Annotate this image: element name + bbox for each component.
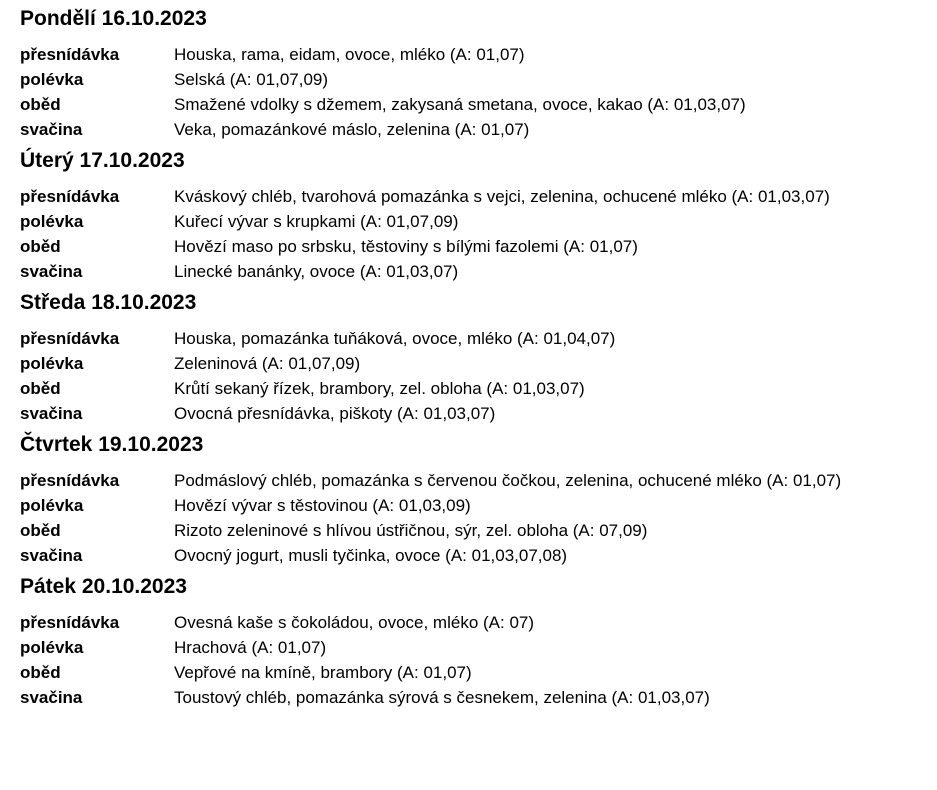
- meal-text: Hrachová (A: 01,07): [174, 638, 327, 657]
- meal-row-snack-afternoon: [20, 117, 920, 142]
- meal-row-snack-morning: [20, 468, 920, 493]
- meal-name: svačina: [20, 262, 83, 281]
- meal-row-soup: [20, 493, 920, 518]
- meal-row-snack-afternoon: [20, 543, 920, 568]
- meal-name: polévka: [20, 212, 84, 231]
- meal-text: Vepřové na kmíně, brambory (A: 01,07): [174, 663, 472, 682]
- meal-text: Ovesná kaše s čokoládou, ovoce, mléko (A: 07): [174, 613, 535, 632]
- meal-name: polévka: [20, 496, 84, 515]
- meal-row-lunch: [20, 234, 920, 259]
- meal-row-soup: [20, 351, 920, 376]
- meal-row-snack-morning: [20, 42, 920, 67]
- day-title: Pondělí 16.10.2023: [20, 7, 207, 30]
- meal-row-snack-afternoon: [20, 401, 920, 426]
- meal-name: svačina: [20, 120, 83, 139]
- meal-text: Krůtí sekaný řízek, brambory, zel. obloha (A: 01,03,07): [174, 379, 585, 398]
- day-title: Pátek 20.10.2023: [20, 575, 187, 598]
- meal-row-lunch: [20, 92, 920, 117]
- meal-name: oběd: [20, 237, 61, 256]
- meal-text: Linecké banánky, ovoce (A: 01,03,07): [174, 262, 459, 281]
- meal-text: Rizoto zeleninové s hlívou ústřičnou, sýr, zel. obloha (A: 07,09): [174, 521, 648, 540]
- meal-text: Hovězí maso po srbsku, těstoviny s bílými fazolemi (A: 01,07): [174, 237, 638, 256]
- day-title: Úterý 17.10.2023: [20, 149, 185, 172]
- meal-name: polévka: [20, 638, 84, 657]
- meal-text: Houska, pomazánka tuňáková, ovoce, mléko (A: 01,04,07): [174, 329, 616, 348]
- day-title: Středa 18.10.2023: [20, 291, 197, 314]
- meal-text: Ovocná přesnídávka, piškoty (A: 01,03,07): [174, 404, 496, 423]
- meal-text: Zeleninová (A: 01,07,09): [174, 354, 361, 373]
- day-monday: [20, 6, 920, 142]
- meal-row-lunch: [20, 660, 920, 685]
- meal-row-snack-afternoon: [20, 685, 920, 710]
- meal-row-snack-morning: [20, 326, 920, 351]
- meal-text: Podmáslový chléb, pomazánka s červenou čočkou, zelenina, ochucené mléko (A: 01,07): [174, 471, 842, 490]
- meal-text: Houska, rama, eidam, ovoce, mléko (A: 01,07): [174, 45, 525, 64]
- meal-name: oběd: [20, 663, 61, 682]
- meal-text: Selská (A: 01,07,09): [174, 70, 329, 89]
- meal-name: polévka: [20, 70, 84, 89]
- meal-name: svačina: [20, 546, 83, 565]
- meal-name: oběd: [20, 521, 61, 540]
- meal-row-soup: [20, 67, 920, 92]
- meal-name: přesnídávka: [20, 45, 120, 64]
- meal-name: přesnídávka: [20, 329, 120, 348]
- meal-text: Ovocný jogurt, musli tyčinka, ovoce (A: 01,03,07,08): [174, 546, 568, 565]
- meal-name: polévka: [20, 354, 84, 373]
- meal-name: oběd: [20, 379, 61, 398]
- meal-row-soup: [20, 209, 920, 234]
- day-friday: [20, 574, 920, 710]
- meal-text: Toustový chléb, pomazánka sýrová s česnekem, zelenina (A: 01,03,07): [174, 688, 710, 707]
- meal-row-lunch: [20, 518, 920, 543]
- meal-row-snack-morning: [20, 610, 920, 635]
- meal-name: přesnídávka: [20, 187, 120, 206]
- meal-text: Kváskový chléb, tvarohová pomazánka s vejci, zelenina, ochucené mléko (A: 01,03,07): [174, 187, 830, 206]
- meal-text: Hovězí vývar s těstovinou (A: 01,03,09): [174, 496, 471, 515]
- meal-row-snack-morning: [20, 184, 920, 209]
- meal-text: Smažené vdolky s džemem, zakysaná smetana, ovoce, kakao (A: 01,03,07): [174, 95, 746, 114]
- meal-name: přesnídávka: [20, 613, 120, 632]
- meal-name: svačina: [20, 404, 83, 423]
- meal-text: Veka, pomazánkové máslo, zelenina (A: 01,07): [174, 120, 530, 139]
- day-thursday: [20, 432, 920, 568]
- meal-name: svačina: [20, 688, 83, 707]
- meal-text: Kuřecí vývar s krupkami (A: 01,07,09): [174, 212, 459, 231]
- meal-name: přesnídávka: [20, 471, 120, 490]
- meal-name: oběd: [20, 95, 61, 114]
- meal-row-snack-afternoon: [20, 259, 920, 284]
- day-wednesday: [20, 290, 920, 426]
- day-tuesday: [20, 148, 920, 284]
- meal-row-soup: [20, 635, 920, 660]
- meal-row-lunch: [20, 376, 920, 401]
- day-title: Čtvrtek 19.10.2023: [20, 433, 204, 456]
